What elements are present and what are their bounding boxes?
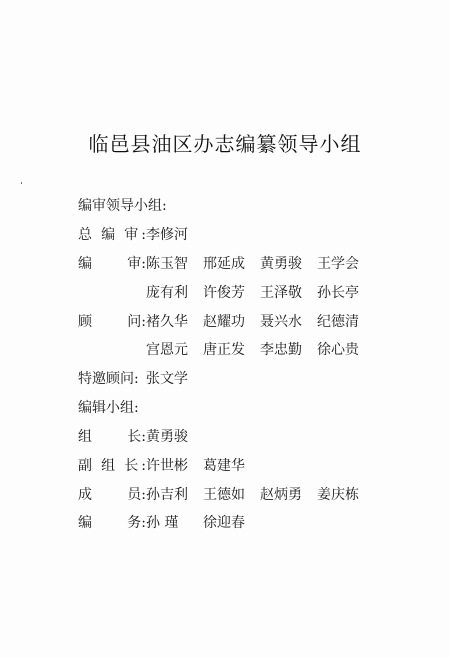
person-name: 赵耀功 <box>203 314 245 330</box>
name-list <box>146 458 260 474</box>
person-name: 孙 瑾 <box>146 515 179 531</box>
name-list <box>146 314 374 330</box>
person-name: 邢延成 <box>203 256 245 272</box>
person-name: 褚久华 <box>146 314 188 330</box>
person-name: 黄勇骏 <box>260 256 302 272</box>
name-list <box>146 227 203 243</box>
person-name: 王德如 <box>203 487 245 503</box>
person-name: 张文学 <box>146 371 188 387</box>
person-name: 王学会 <box>317 256 359 272</box>
person-name: 聂兴水 <box>260 314 302 330</box>
name-list <box>146 429 203 445</box>
name-list <box>146 487 374 503</box>
person-name: 唐正发 <box>203 342 245 358</box>
review-group-heading: 编审领导小组: <box>78 198 167 214</box>
person-name: 宫恩元 <box>146 342 188 358</box>
role-label: 总 编 审 : <box>78 227 146 243</box>
person-name: 徐心贵 <box>317 342 359 358</box>
role-label: 副 组 长 : <box>78 458 146 474</box>
person-name: 姜庆栋 <box>317 487 359 503</box>
scan-speck <box>21 182 22 184</box>
person-name: 庞有利 <box>146 285 188 301</box>
person-name: 许世彬 <box>146 458 188 474</box>
role-label: 成 员 : <box>78 487 146 503</box>
role-label: 顾 问 : <box>78 314 146 330</box>
role-label: 编 审 : <box>78 256 146 272</box>
person-name: 徐迎春 <box>203 515 245 531</box>
person-name: 李修河 <box>146 227 188 243</box>
person-name: 孙吉利 <box>146 487 188 503</box>
role-label: 编 务 : <box>78 515 146 531</box>
name-list <box>146 285 374 301</box>
person-name: 赵炳勇 <box>260 487 302 503</box>
person-name: 许俊芳 <box>203 285 245 301</box>
person-name: 王泽敬 <box>260 285 302 301</box>
page-title: 临邑县油区办志编纂领导小组 <box>88 132 362 156</box>
person-name: 陈玉智 <box>146 256 188 272</box>
role-label: 组 长 : <box>78 429 146 445</box>
name-list <box>146 342 374 358</box>
person-name: 李忠勤 <box>260 342 302 358</box>
person-name: 纪德清 <box>317 314 359 330</box>
person-name: 孙长亭 <box>317 285 359 301</box>
name-list <box>146 371 203 387</box>
edit-group-heading: 编辑小组: <box>78 400 139 416</box>
name-list <box>146 515 260 531</box>
person-name: 黄勇骏 <box>146 429 188 445</box>
name-list <box>146 256 374 272</box>
role-label: 特 邀 顾 问 : <box>78 371 139 387</box>
person-name: 葛建华 <box>203 458 245 474</box>
